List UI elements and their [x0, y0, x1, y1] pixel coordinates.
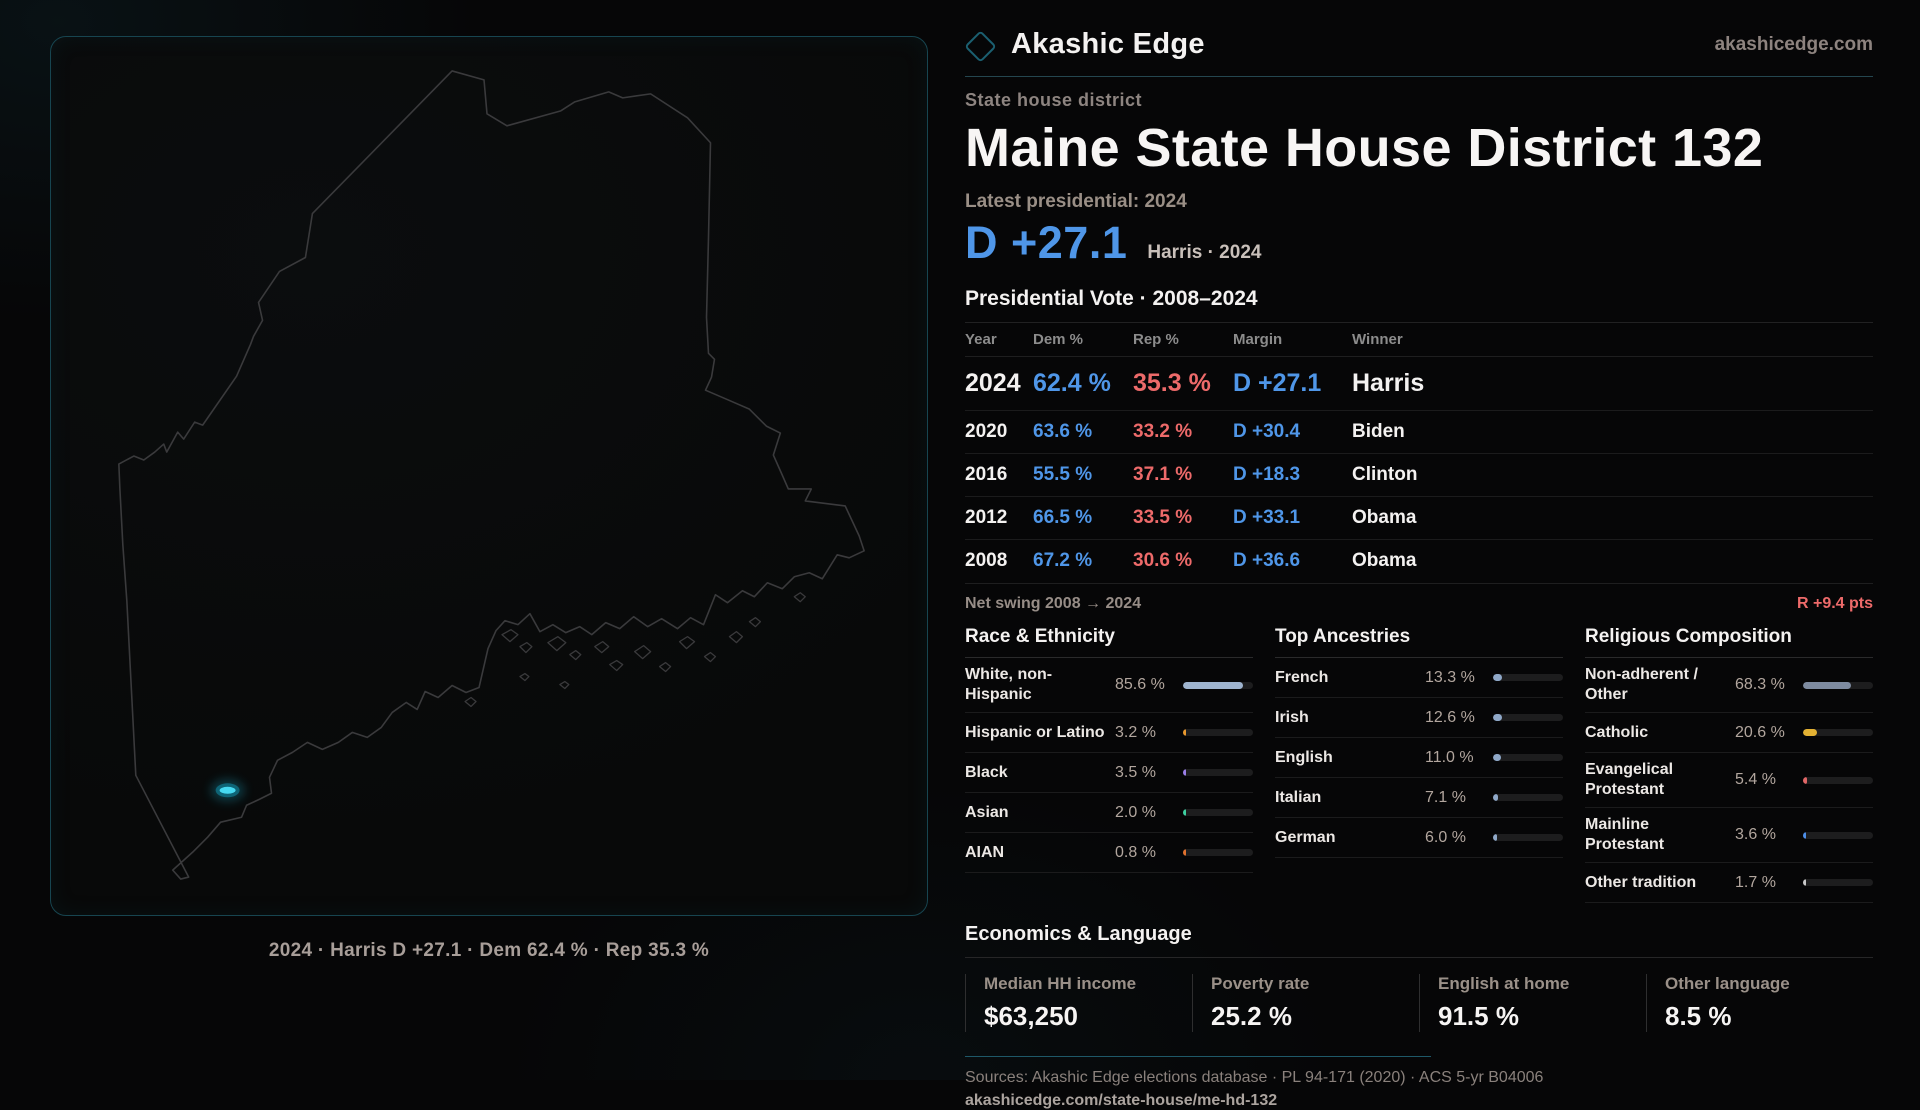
list-item [965, 833, 1253, 873]
demo-value: 85.6 % [1115, 676, 1165, 693]
stat-median-hh-income [965, 974, 1192, 1032]
demo-label: Non-adherent / Other [1585, 666, 1698, 703]
district-132-marker[interactable] [211, 779, 245, 801]
footer-sources: Sources: Akashic Edge elections database · PL 94-171 (2020) · ACS 5-yr B04006 [965, 1069, 1544, 1086]
stat-label: Poverty rate [1211, 974, 1310, 993]
maine-state-map [51, 37, 927, 915]
table-row [965, 357, 1873, 410]
latest-margin-row [965, 217, 1873, 269]
stat-label: Other language [1665, 974, 1790, 993]
stat-english-at-home [1419, 974, 1646, 1032]
map-caption: 2024 · Harris D +27.1 · Dem 62.4 % · Rep 35.3 % [268, 940, 710, 961]
demo-value: 3.2 % [1115, 723, 1156, 741]
dem-cell: 66.5 % [1033, 507, 1093, 528]
demo-value: 2.0 % [1115, 803, 1156, 821]
demo-label: Italian [1275, 788, 1322, 806]
list-item [1585, 808, 1873, 863]
demo-bar [1803, 682, 1873, 689]
col-dem: Dem % [1033, 331, 1084, 348]
table-row [965, 453, 1873, 496]
dem-cell: 62.4 % [1033, 369, 1111, 397]
year-cell: 2024 [965, 369, 1021, 397]
demo-value: 1.7 % [1735, 873, 1776, 891]
year-cell: 2020 [965, 421, 1008, 442]
maine-outline [119, 71, 864, 879]
demo-bar [1493, 834, 1563, 841]
stat-value: 8.5 % [1665, 1001, 1732, 1031]
latest-margin-context: Harris · 2024 [1147, 242, 1262, 263]
demo-bar [1183, 769, 1253, 776]
col-year: Year [965, 331, 997, 348]
demo-label: Catholic [1585, 723, 1649, 741]
economics-title: Economics & Language [965, 923, 1873, 958]
table-row [965, 539, 1873, 582]
list-item [1585, 658, 1873, 713]
winner-cell: Biden [1352, 421, 1405, 442]
rep-cell: 33.2 % [1133, 421, 1193, 442]
race-ethnicity-column [965, 626, 1253, 873]
demo-label: Hispanic or Latino [965, 723, 1105, 741]
demo-label: Black [965, 763, 1008, 781]
footer [965, 1056, 1873, 1110]
demo-bar [1493, 674, 1563, 681]
demo-bar [1803, 879, 1873, 886]
year-cell: 2008 [965, 550, 1008, 571]
demo-label: French [1275, 668, 1329, 686]
coastal-islands [465, 593, 805, 707]
demo-value: 3.6 % [1735, 826, 1776, 843]
demo-value: 12.6 % [1425, 708, 1475, 726]
net-swing-row [965, 583, 1873, 613]
demo-label: Mainline Protestant [1585, 816, 1665, 853]
demo-label: Asian [965, 803, 1009, 821]
list-item [965, 793, 1253, 833]
demo-value: 11.0 % [1425, 748, 1474, 766]
winner-cell: Obama [1352, 550, 1417, 571]
economics-stats [965, 958, 1873, 1032]
latest-margin-value: D +27.1 [965, 217, 1128, 268]
demo-label: Other tradition [1585, 873, 1697, 891]
net-swing-value: R +9.4 pts [1796, 595, 1873, 612]
brand-diamond-icon [964, 30, 997, 63]
demo-value: 13.3 % [1425, 668, 1475, 686]
vote-table-title: Presidential Vote · 2008–2024 [965, 287, 1258, 310]
col-margin: Margin [1233, 331, 1283, 348]
list-item [1585, 713, 1873, 753]
list-item [965, 753, 1253, 793]
stat-other-language [1646, 974, 1873, 1032]
demo-bar [1493, 794, 1563, 801]
footer-divider [965, 1056, 1431, 1057]
list-item [1275, 818, 1563, 858]
list-item [1275, 658, 1563, 698]
demo-bar [1803, 832, 1873, 839]
demo-bar [1803, 777, 1873, 784]
col-rep: Rep % [1133, 331, 1179, 348]
header-divider [965, 76, 1873, 77]
demo-label: White, non-Hispanic [965, 666, 1053, 703]
col-winner: Winner [1352, 331, 1403, 348]
rep-cell: 30.6 % [1133, 550, 1193, 571]
latest-presidential-label: Latest presidential: 2024 [965, 191, 1187, 212]
section-title: Race & Ethnicity [965, 626, 1253, 658]
margin-cell: D +30.4 [1233, 421, 1301, 442]
page-title: Maine State House District 132 [965, 118, 1764, 178]
brand-site-link[interactable]: akashicedge.com [1714, 33, 1873, 55]
demo-bar [1493, 714, 1563, 721]
demo-bar [1183, 849, 1253, 856]
table-row [965, 410, 1873, 453]
list-item [965, 658, 1253, 713]
demo-bar [1183, 682, 1253, 689]
demo-value: 7.1 % [1425, 788, 1466, 806]
margin-cell: D +36.6 [1233, 550, 1301, 571]
demo-bar [1493, 754, 1563, 761]
list-item [1275, 778, 1563, 818]
year-cell: 2016 [965, 464, 1008, 485]
demo-label: Evangelical Protestant [1585, 761, 1674, 798]
winner-cell: Harris [1352, 369, 1425, 397]
demo-value: 68.3 % [1735, 676, 1785, 693]
stat-value: $63,250 [984, 1001, 1078, 1031]
demo-label: Irish [1275, 708, 1309, 726]
winner-cell: Clinton [1352, 464, 1418, 485]
list-item [1275, 738, 1563, 778]
district-report [965, 28, 1873, 1110]
district-map-panel [50, 36, 928, 916]
demo-value: 3.5 % [1115, 763, 1156, 781]
net-swing-label: Net swing 2008 → 2024 [965, 595, 1142, 612]
vote-table-header [965, 322, 1873, 357]
demo-label: AIAN [965, 843, 1005, 861]
stat-value: 25.2 % [1211, 1001, 1292, 1031]
brand-name: Akashic Edge [1011, 28, 1205, 60]
dem-cell: 67.2 % [1033, 550, 1093, 571]
stat-poverty-rate [1192, 974, 1419, 1032]
demo-value: 5.4 % [1735, 771, 1776, 788]
rep-cell: 33.5 % [1133, 507, 1193, 528]
demo-bar [1183, 729, 1253, 736]
dem-cell: 63.6 % [1033, 421, 1093, 442]
list-item [1275, 698, 1563, 738]
rep-cell: 37.1 % [1133, 464, 1193, 485]
list-item [1585, 863, 1873, 903]
winner-cell: Obama [1352, 507, 1417, 528]
dem-cell: 55.5 % [1033, 464, 1093, 485]
demographics-grid [965, 626, 1873, 903]
section-title: Religious Composition [1585, 626, 1873, 658]
demo-value: 20.6 % [1735, 723, 1785, 741]
religious-composition-column [1585, 626, 1873, 903]
rep-cell: 35.3 % [1133, 369, 1211, 397]
stat-value: 91.5 % [1438, 1001, 1519, 1031]
kicker: State house district [965, 90, 1143, 110]
list-item [1585, 753, 1873, 808]
margin-cell: D +18.3 [1233, 464, 1301, 485]
demo-value: 0.8 % [1115, 843, 1156, 861]
top-ancestries-column [1275, 626, 1563, 858]
header [965, 28, 1873, 61]
year-cell: 2012 [965, 507, 1008, 528]
stat-label: English at home [1438, 974, 1570, 993]
margin-cell: D +33.1 [1233, 507, 1301, 528]
margin-cell: D +27.1 [1233, 369, 1322, 397]
demo-label: English [1275, 748, 1333, 766]
stat-label: Median HH income [984, 974, 1137, 993]
demo-bar [1183, 809, 1253, 816]
demo-label: German [1275, 828, 1336, 846]
demo-value: 6.0 % [1425, 828, 1466, 846]
footer-permalink[interactable]: akashicedge.com/state-house/me-hd-132 [965, 1092, 1278, 1109]
list-item [965, 713, 1253, 753]
table-row [965, 496, 1873, 539]
demo-bar [1803, 729, 1873, 736]
vote-table [965, 322, 1873, 582]
section-title: Top Ancestries [1275, 626, 1563, 658]
